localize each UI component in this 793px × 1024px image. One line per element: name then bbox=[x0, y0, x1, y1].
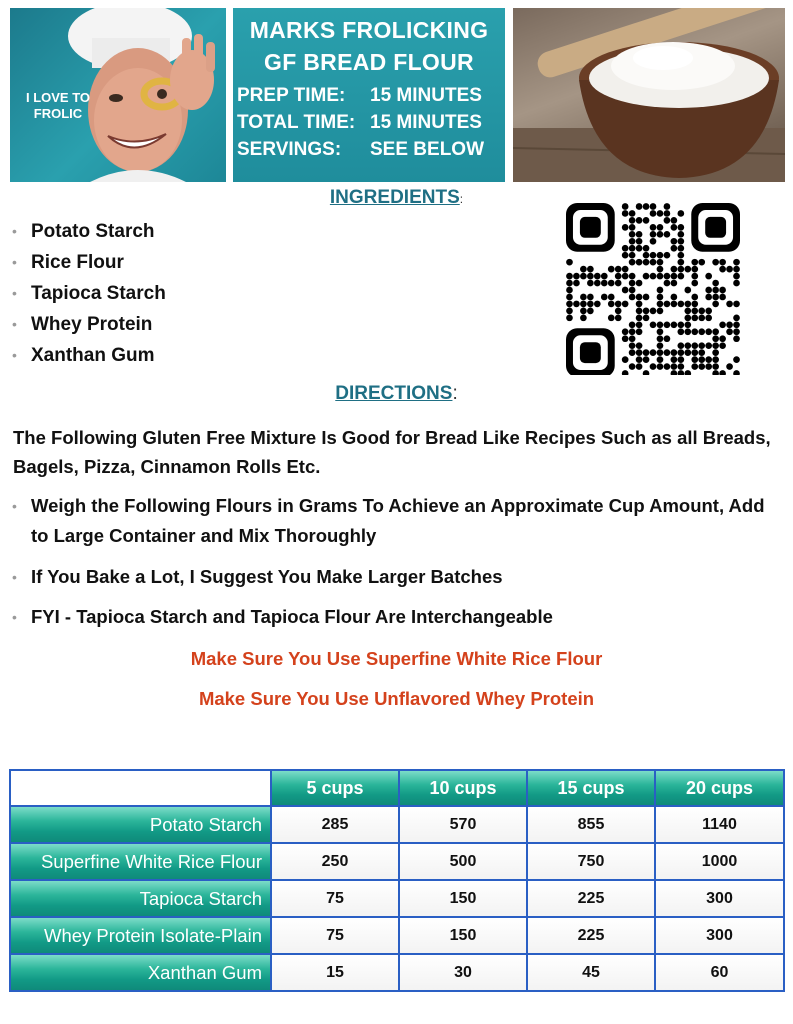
prep-time-value: 15 MINUTES bbox=[370, 85, 482, 106]
table-cell: 1000 bbox=[655, 843, 784, 880]
recipe-title-line1: MARKS FROLICKING bbox=[249, 17, 489, 43]
table-cell: 250 bbox=[271, 843, 399, 880]
table-row bbox=[10, 880, 784, 917]
direction-text: FYI - Tapioca Starch and Tapioca Flour Are Interchangeable bbox=[31, 606, 553, 627]
direction-item bbox=[12, 491, 782, 551]
table-row bbox=[10, 917, 784, 954]
directions-heading-colon: : bbox=[452, 383, 458, 404]
table-cell: 300 bbox=[655, 880, 784, 917]
table-header-row bbox=[10, 770, 784, 806]
table-row bbox=[10, 806, 784, 843]
table-cell: 150 bbox=[399, 880, 527, 917]
chef-photo-panel bbox=[10, 8, 226, 182]
bullet-icon: • bbox=[12, 498, 17, 514]
flour-bowl-image bbox=[513, 8, 785, 182]
qr-code-icon[interactable] bbox=[566, 203, 740, 375]
bullet-icon: • bbox=[12, 347, 17, 363]
bullet-icon: • bbox=[12, 254, 17, 270]
directions-intro: The Following Gluten Free Mixture Is Good for Bread Like Recipes Such as all Breads, Bagels, Pizza, Cinnamon Rolls Etc. bbox=[13, 427, 771, 477]
bullet-icon: • bbox=[12, 223, 17, 239]
row-label: Potato Starch bbox=[10, 806, 271, 843]
direction-item bbox=[12, 562, 782, 592]
table-cell: 150 bbox=[399, 917, 527, 954]
bullet-icon: • bbox=[12, 285, 17, 301]
direction-item bbox=[12, 602, 782, 632]
warning-whey-protein: Make Sure You Use Unflavored Whey Protein bbox=[198, 688, 595, 709]
servings-label: SERVINGS: bbox=[237, 139, 342, 160]
table-cell: 1140 bbox=[655, 806, 784, 843]
row-label: Whey Protein Isolate-Plain bbox=[10, 917, 271, 954]
bullet-icon: • bbox=[12, 569, 17, 585]
table-cell: 60 bbox=[655, 954, 784, 991]
list-item bbox=[12, 216, 166, 247]
table-cell: 45 bbox=[527, 954, 655, 991]
row-label: Superfine White Rice Flour bbox=[10, 843, 271, 880]
table-cell: 500 bbox=[399, 843, 527, 880]
table-cell: 75 bbox=[271, 880, 399, 917]
table-cell: 30 bbox=[399, 954, 527, 991]
table-cell: 570 bbox=[399, 806, 527, 843]
flour-bowl-photo bbox=[513, 8, 785, 182]
servings-value: SEE BELOW bbox=[370, 139, 485, 160]
ingredients-heading-text: INGREDIENTS bbox=[329, 187, 460, 208]
flour-measurement-table bbox=[9, 769, 785, 992]
list-item bbox=[12, 340, 166, 371]
table-cell: 750 bbox=[527, 843, 655, 880]
ingredient-label: Whey Protein bbox=[31, 314, 153, 335]
table-cell: 300 bbox=[655, 917, 784, 954]
column-header: 20 cups bbox=[655, 770, 784, 806]
table-row bbox=[10, 843, 784, 880]
ingredient-label: Rice Flour bbox=[31, 252, 124, 273]
directions-heading bbox=[0, 383, 793, 405]
list-item bbox=[12, 247, 166, 278]
ingredient-label: Potato Starch bbox=[31, 221, 155, 242]
list-item bbox=[12, 309, 166, 340]
row-label: Xanthan Gum bbox=[10, 954, 271, 991]
list-item bbox=[12, 278, 166, 309]
prep-time-label: PREP TIME: bbox=[237, 85, 346, 106]
table-cell: 225 bbox=[527, 917, 655, 954]
chef-caption: I LOVE TO FROLIC bbox=[25, 90, 91, 121]
table-corner-cell bbox=[10, 770, 271, 806]
direction-text: If You Bake a Lot, I Suggest You Make Larger Batches bbox=[31, 566, 503, 587]
ingredient-label: Xanthan Gum bbox=[31, 345, 155, 366]
bullet-icon: • bbox=[12, 316, 17, 332]
table-cell: 15 bbox=[271, 954, 399, 991]
table-cell: 75 bbox=[271, 917, 399, 954]
servings-row bbox=[233, 136, 505, 163]
ingredient-label: Tapioca Starch bbox=[31, 283, 166, 304]
total-time-label: TOTAL TIME: bbox=[237, 112, 356, 133]
table-cell: 225 bbox=[527, 880, 655, 917]
warning-rice-flour: Make Sure You Use Superfine White Rice Flour bbox=[190, 648, 603, 669]
recipe-title-panel bbox=[233, 8, 505, 182]
column-header: 10 cups bbox=[399, 770, 527, 806]
directions-heading-text: DIRECTIONS bbox=[335, 383, 453, 404]
ingredients-heading-colon: : bbox=[459, 192, 464, 206]
table-cell: 855 bbox=[527, 806, 655, 843]
direction-text: Weigh the Following Flours in Grams To Achieve an Approximate Cup Amount, Add to Large Container and Mix Thoroughly bbox=[31, 495, 765, 546]
bullet-icon: • bbox=[12, 609, 17, 625]
column-header: 5 cups bbox=[271, 770, 399, 806]
ingredients-list bbox=[12, 216, 166, 371]
prep-time-row bbox=[233, 82, 505, 109]
column-header: 15 cups bbox=[527, 770, 655, 806]
row-label: Tapioca Starch bbox=[10, 880, 271, 917]
total-time-row bbox=[233, 109, 505, 136]
table-row bbox=[10, 954, 784, 991]
total-time-value: 15 MINUTES bbox=[370, 112, 482, 133]
recipe-title-line2: GF BREAD FLOUR bbox=[264, 49, 474, 75]
table-cell: 285 bbox=[271, 806, 399, 843]
